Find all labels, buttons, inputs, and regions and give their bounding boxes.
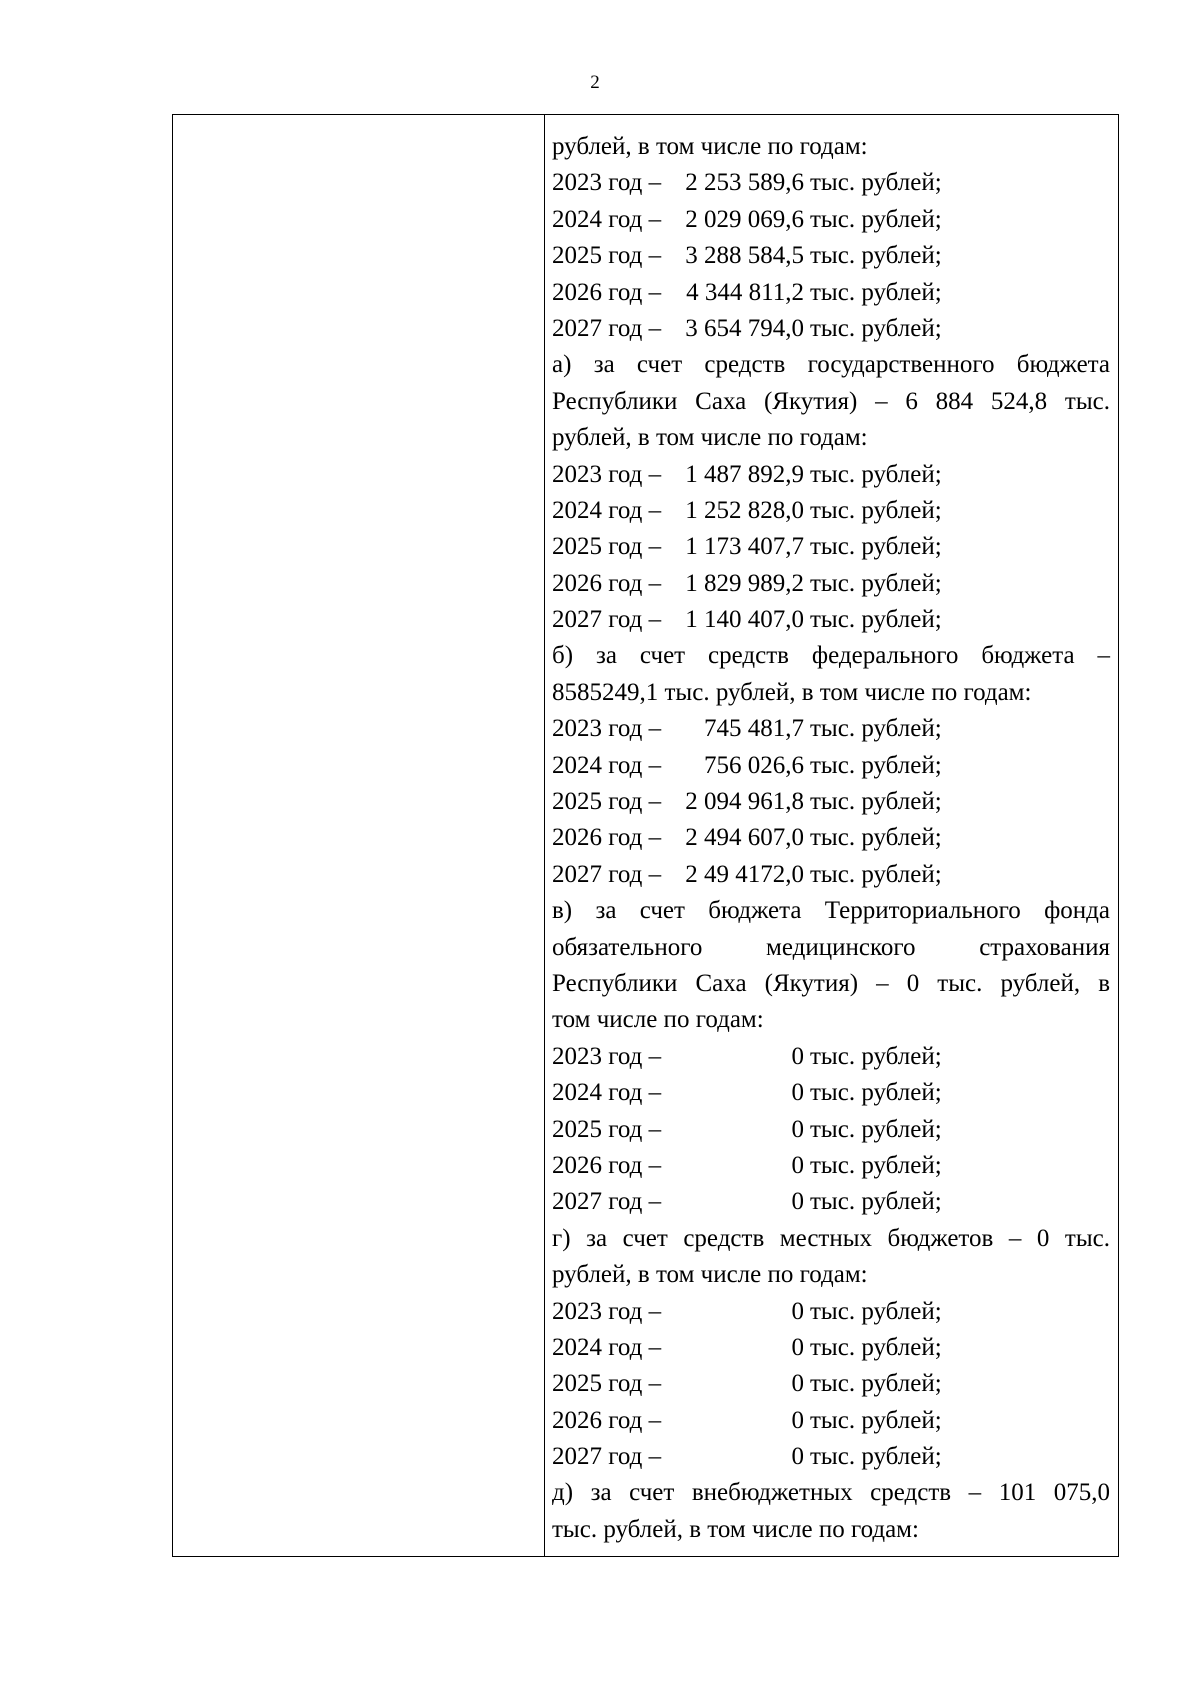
year-row xyxy=(552,1366,1110,1402)
section-g-heading: рублей, в том числе по годам: xyxy=(552,1261,868,1289)
year-row xyxy=(552,711,1110,747)
unit: тыс. рублей; xyxy=(810,314,942,342)
amount: 4 344 811,2 xyxy=(686,278,804,306)
section-a-heading: Республики Саха (Якутия) – 6 884 524,8 тыс. xyxy=(552,387,1110,415)
unit: тыс. рублей; xyxy=(810,496,942,524)
amount: 0 xyxy=(791,1297,804,1325)
unit: тыс. рублей; xyxy=(810,169,942,197)
section-a-heading: рублей, в том числе по годам: xyxy=(552,424,868,452)
year-label: 2024 год – xyxy=(552,496,662,524)
page-number: 2 xyxy=(590,72,600,93)
unit: тыс. рублей; xyxy=(810,278,942,306)
amount: 1 173 407,7 xyxy=(685,533,804,561)
amount: 2 094 961,8 xyxy=(685,788,804,816)
unit: тыс. рублей; xyxy=(810,1443,942,1471)
year-row xyxy=(552,784,1110,820)
section-v-heading: том числе по годам: xyxy=(552,1006,764,1034)
year-label: 2024 год – xyxy=(552,205,662,233)
unit: тыс. рублей; xyxy=(810,533,942,561)
year-label: 2027 год – xyxy=(552,1188,662,1216)
year-row xyxy=(552,529,1110,565)
amount: 3 654 794,0 xyxy=(685,314,804,342)
amount: 1 252 828,0 xyxy=(685,496,804,524)
section-g-heading: г) за счет средств местных бюджетов – 0 тыс. xyxy=(552,1224,1110,1252)
unit: тыс. рублей; xyxy=(810,1115,942,1143)
unit: тыс. рублей; xyxy=(810,715,942,743)
unit: тыс. рублей; xyxy=(810,1042,942,1070)
unit: тыс. рублей; xyxy=(810,606,942,634)
amount: 2 494 607,0 xyxy=(685,824,804,852)
year-label: 2025 год – xyxy=(552,242,662,270)
section-a-heading: а) за счет средств государственного бюджета xyxy=(552,351,1110,379)
year-label: 2024 год – xyxy=(552,751,662,779)
year-label: 2027 год – xyxy=(552,860,662,888)
amount: 0 xyxy=(791,1188,804,1216)
table-left-cell xyxy=(173,115,544,1556)
unit: тыс. рублей; xyxy=(810,788,942,816)
amount: 1 140 407,0 xyxy=(685,606,804,634)
year-row xyxy=(552,202,1110,238)
year-row xyxy=(552,1294,1110,1330)
amount: 756 026,6 xyxy=(704,751,804,779)
year-label: 2023 год – xyxy=(552,460,662,488)
year-row xyxy=(552,1148,1110,1184)
year-row xyxy=(552,311,1110,347)
unit: тыс. рублей; xyxy=(810,1151,942,1179)
year-label: 2023 год – xyxy=(552,715,662,743)
unit: тыс. рублей; xyxy=(810,1188,942,1216)
amount: 0 xyxy=(791,1406,804,1434)
section-b-heading: б) за счет средств федерального бюджета – xyxy=(552,642,1110,670)
table-right-cell xyxy=(552,129,1110,1548)
amount: 0 xyxy=(791,1151,804,1179)
funding-table xyxy=(172,114,1119,1557)
section-v-heading: обязательного медицинского страхования xyxy=(552,933,1110,961)
section-v-heading: в) за счет бюджета Территориального фонда xyxy=(552,897,1110,925)
year-label: 2025 год – xyxy=(552,533,662,561)
year-label: 2023 год – xyxy=(552,1042,662,1070)
year-label: 2026 год – xyxy=(552,569,662,597)
unit: тыс. рублей; xyxy=(810,860,942,888)
amount: 0 xyxy=(791,1370,804,1398)
unit: тыс. рублей; xyxy=(810,205,942,233)
unit: тыс. рублей; xyxy=(810,1297,942,1325)
unit: тыс. рублей; xyxy=(810,1406,942,1434)
amount: 0 xyxy=(791,1115,804,1143)
amount: 2 253 589,6 xyxy=(685,169,804,197)
amount: 0 xyxy=(791,1333,804,1361)
year-row xyxy=(552,1112,1110,1148)
year-row xyxy=(552,1075,1110,1111)
unit: тыс. рублей; xyxy=(810,1370,942,1398)
year-label: 2024 год – xyxy=(552,1333,662,1361)
year-row xyxy=(552,457,1110,493)
amount: 1 487 892,9 xyxy=(685,460,804,488)
year-row xyxy=(552,1039,1110,1075)
amount: 0 xyxy=(791,1079,804,1107)
year-row xyxy=(552,602,1110,638)
year-row xyxy=(552,1330,1110,1366)
unit: тыс. рублей; xyxy=(810,460,942,488)
year-row xyxy=(552,1403,1110,1439)
section-d-heading: тыс. рублей, в том числе по годам: xyxy=(552,1515,919,1543)
unit: тыс. рублей; xyxy=(810,1079,942,1107)
year-row xyxy=(552,165,1110,201)
amount: 2 49 4172,0 xyxy=(685,860,804,888)
amount: 3 288 584,5 xyxy=(685,242,804,270)
year-row xyxy=(552,820,1110,856)
section-d-heading: д) за счет внебюджетных средств – 101 075,0 xyxy=(552,1479,1110,1507)
year-row xyxy=(552,857,1110,893)
year-row xyxy=(552,493,1110,529)
year-row xyxy=(552,566,1110,602)
year-label: 2027 год – xyxy=(552,606,662,634)
year-label: 2025 год – xyxy=(552,1370,662,1398)
unit: тыс. рублей; xyxy=(810,1333,942,1361)
year-label: 2026 год – xyxy=(552,278,662,306)
year-label: 2027 год – xyxy=(552,314,662,342)
amount: 745 481,7 xyxy=(704,715,804,743)
amount: 2 029 069,6 xyxy=(685,205,804,233)
year-row xyxy=(552,1184,1110,1220)
amount: 0 xyxy=(791,1443,804,1471)
unit: тыс. рублей; xyxy=(810,569,942,597)
amount: 0 xyxy=(791,1042,804,1070)
year-label: 2025 год – xyxy=(552,788,662,816)
column-divider xyxy=(544,115,545,1556)
year-label: 2027 год – xyxy=(552,1443,662,1471)
year-row xyxy=(552,748,1110,784)
unit: тыс. рублей; xyxy=(810,751,942,779)
year-label: 2025 год – xyxy=(552,1115,662,1143)
year-label: 2026 год – xyxy=(552,1151,662,1179)
year-row xyxy=(552,238,1110,274)
unit: тыс. рублей; xyxy=(810,242,942,270)
intro-line: рублей, в том числе по годам: xyxy=(552,133,868,160)
amount: 1 829 989,2 xyxy=(685,569,804,597)
year-label: 2023 год – xyxy=(552,1297,662,1325)
year-label: 2026 год – xyxy=(552,1406,662,1434)
year-row xyxy=(552,1439,1110,1475)
year-row xyxy=(552,275,1110,311)
year-label: 2023 год – xyxy=(552,169,662,197)
section-v-heading: Республики Саха (Якутия) – 0 тыс. рублей, в xyxy=(552,969,1110,997)
section-b-heading: 8585249,1 тыс. рублей, в том числе по годам: xyxy=(552,678,1032,706)
year-label: 2024 год – xyxy=(552,1079,662,1107)
year-label: 2026 год – xyxy=(552,824,662,852)
unit: тыс. рублей; xyxy=(810,824,942,852)
